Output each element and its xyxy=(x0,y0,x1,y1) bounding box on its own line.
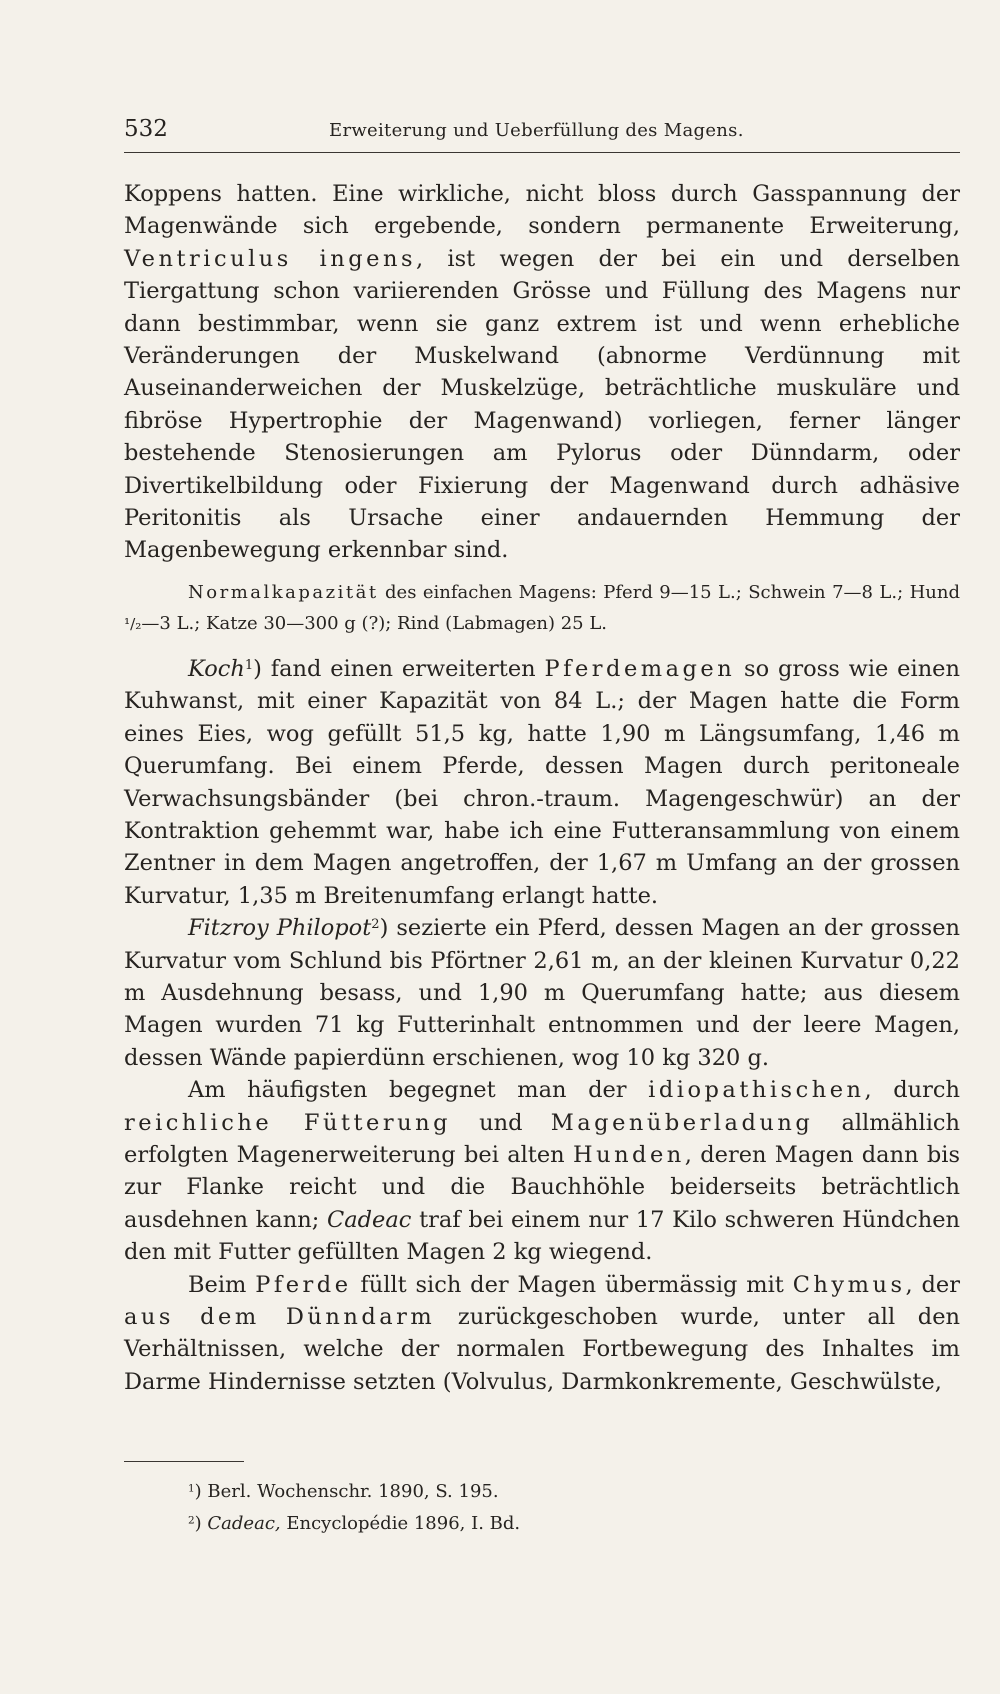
spaced-term: Chymus xyxy=(792,1271,906,1298)
author-name: Cadeac xyxy=(327,1206,412,1233)
text-run: Koppens hatten. Eine wirkliche, nicht bloss durch Gasspannung der Magenwände sich ergebende, sondern permanente Erweiterung, xyxy=(124,181,960,240)
text-run: des einfachen Magens: Pferd 9—15 L.; Schwein 7—8 L.; Hund xyxy=(378,581,960,603)
text-run: , ist wegen der bei ein und derselben Tiergattung schon variierenden Grösse und Füllung des Magens nur dann bestimmbar, wenn sie ganz extrem ist und wenn erhebliche Veränderungen der Muskelwand (abnorme Verdünnung mit Auseinanderweichen der Muskelzüge, beträchtliche muskuläre und fibröse Hypertrophie der Magenwand) vorliegen, ferner länger bestehende Stenosierungen am Pylorus oder Dünndarm, oder Divertikelbildung oder Fixierung der Magenwand durch adhäsive Peritonitis als Ursache einer andauernden Hemmung der Magenbewegung erkennbar sind. xyxy=(124,245,961,564)
text-run: —3 L.; Katze 30—300 g (?); Rind (Labmagen) 25 L. xyxy=(141,612,608,634)
author-name: Fitzroy Philopot xyxy=(188,915,372,942)
paragraph-5 xyxy=(124,1269,960,1399)
spaced-term: reichliche Fütterung xyxy=(124,1109,451,1136)
paragraph-1 xyxy=(124,178,960,567)
paragraph-2 xyxy=(124,653,960,912)
text-run: , deren Magen dann bis zur Flanke reicht und die Bauchhöhle beiderseits beträchtlich ausdehnen kann; xyxy=(124,1141,960,1233)
footnotes xyxy=(188,1476,948,1540)
footnote-2 xyxy=(188,1508,948,1540)
text-run: zurückgeschoben wurde, unter all den Verhältnissen, welche der normalen Fortbewegung des Inhaltes im Darme Hindernisse setzten (Volvulus, Darmkonkremente, Geschwülste, xyxy=(124,1304,961,1395)
fraction: ¹/₂ xyxy=(124,614,142,633)
footnote-1 xyxy=(188,1476,948,1508)
text-run: ) sezierte ein Pferd, dessen Magen an der grossen Kurvatur vom Schlund bis Pförtner 2,61 m, an der kleinen Kurvatur 0,22 m Ausdehnung besass, und 1,90 m Querumfang hatte; aus diesem Magen wurden 71 kg Futterinhalt entnommen und der leere Magen, dessen Wände papierdünn erschienen, wog 10 kg 320 g. xyxy=(124,915,960,1071)
spaced-term: Ventriculus ingens xyxy=(124,245,417,272)
paragraph-3 xyxy=(124,912,960,1074)
text-run: Am häufigsten begegnet man der xyxy=(188,1077,649,1104)
footnote-text: ) Berl. Wochenschr. 1890, S. 195. xyxy=(194,1481,499,1502)
footnote-text: Encyclopédie 1896, I. Bd. xyxy=(280,1513,521,1534)
spaced-term: aus dem Dünndarm xyxy=(124,1304,436,1330)
spaced-term: Pferdemagen xyxy=(544,655,736,682)
page-header xyxy=(124,116,960,153)
footnote-ref: 2 xyxy=(371,916,380,932)
text-run: so gross wie einen Kuhwanst, mit einer Kapazität von 84 L.; der Magen hatte die Form eines Eies, wog gefüllt 51,5 kg, hatte 1,90 m Längsumfang, 1,46 m Querumfang. Bei einem Pferde, dessen Magen durch peritoneale Verwachsungsbänder (bei chron.-traum. Magengeschwür) an der Kontraktion gehemmt war, habe ich eine Futteransammlung von einem Zentner in dem Magen angetroffen, der 1,67 m Umfang an der grossen Kurvatur, 1,35 m Breitenumfang erlangt hatte. xyxy=(124,655,960,909)
spaced-term: idiopathischen xyxy=(648,1077,865,1104)
text-run: allmählich erfolgten Magenerweiterung bei alten xyxy=(124,1109,960,1168)
capacity-note xyxy=(124,577,960,640)
spaced-term: Magenüberladung xyxy=(550,1109,814,1136)
author-name: Cadeac, xyxy=(207,1513,281,1534)
text-run: traf bei einem nur 17 Kilo schweren Hündchen den mit Futter gefüllten Magen 2 kg wiegend. xyxy=(124,1206,960,1266)
paragraph-4 xyxy=(124,1074,960,1268)
footnote-ref: 1 xyxy=(244,657,254,673)
text-run: füllt sich der Magen übermässig mit xyxy=(351,1271,793,1298)
footnote-mark: 1 xyxy=(188,1482,195,1495)
text-run: , der xyxy=(905,1271,960,1298)
footnote-divider xyxy=(124,1461,244,1462)
text-run: und xyxy=(450,1109,551,1136)
text-run: , durch xyxy=(864,1077,961,1104)
text-run: Beim xyxy=(188,1271,256,1298)
footnote-mark: 2 xyxy=(188,1514,195,1527)
spaced-term: Pferde xyxy=(255,1271,352,1298)
author-name: Koch xyxy=(188,655,245,682)
page-number: 532 xyxy=(124,116,168,142)
text-run: ) fand einen erweiterten xyxy=(253,655,545,682)
spaced-term: Hunden xyxy=(572,1141,685,1168)
footnote-text: ) xyxy=(194,1513,208,1534)
running-title: Erweiterung und Ueberfüllung des Magens. xyxy=(329,120,744,141)
main-text xyxy=(124,178,960,1398)
spaced-term: Normalkapazität xyxy=(188,581,379,603)
